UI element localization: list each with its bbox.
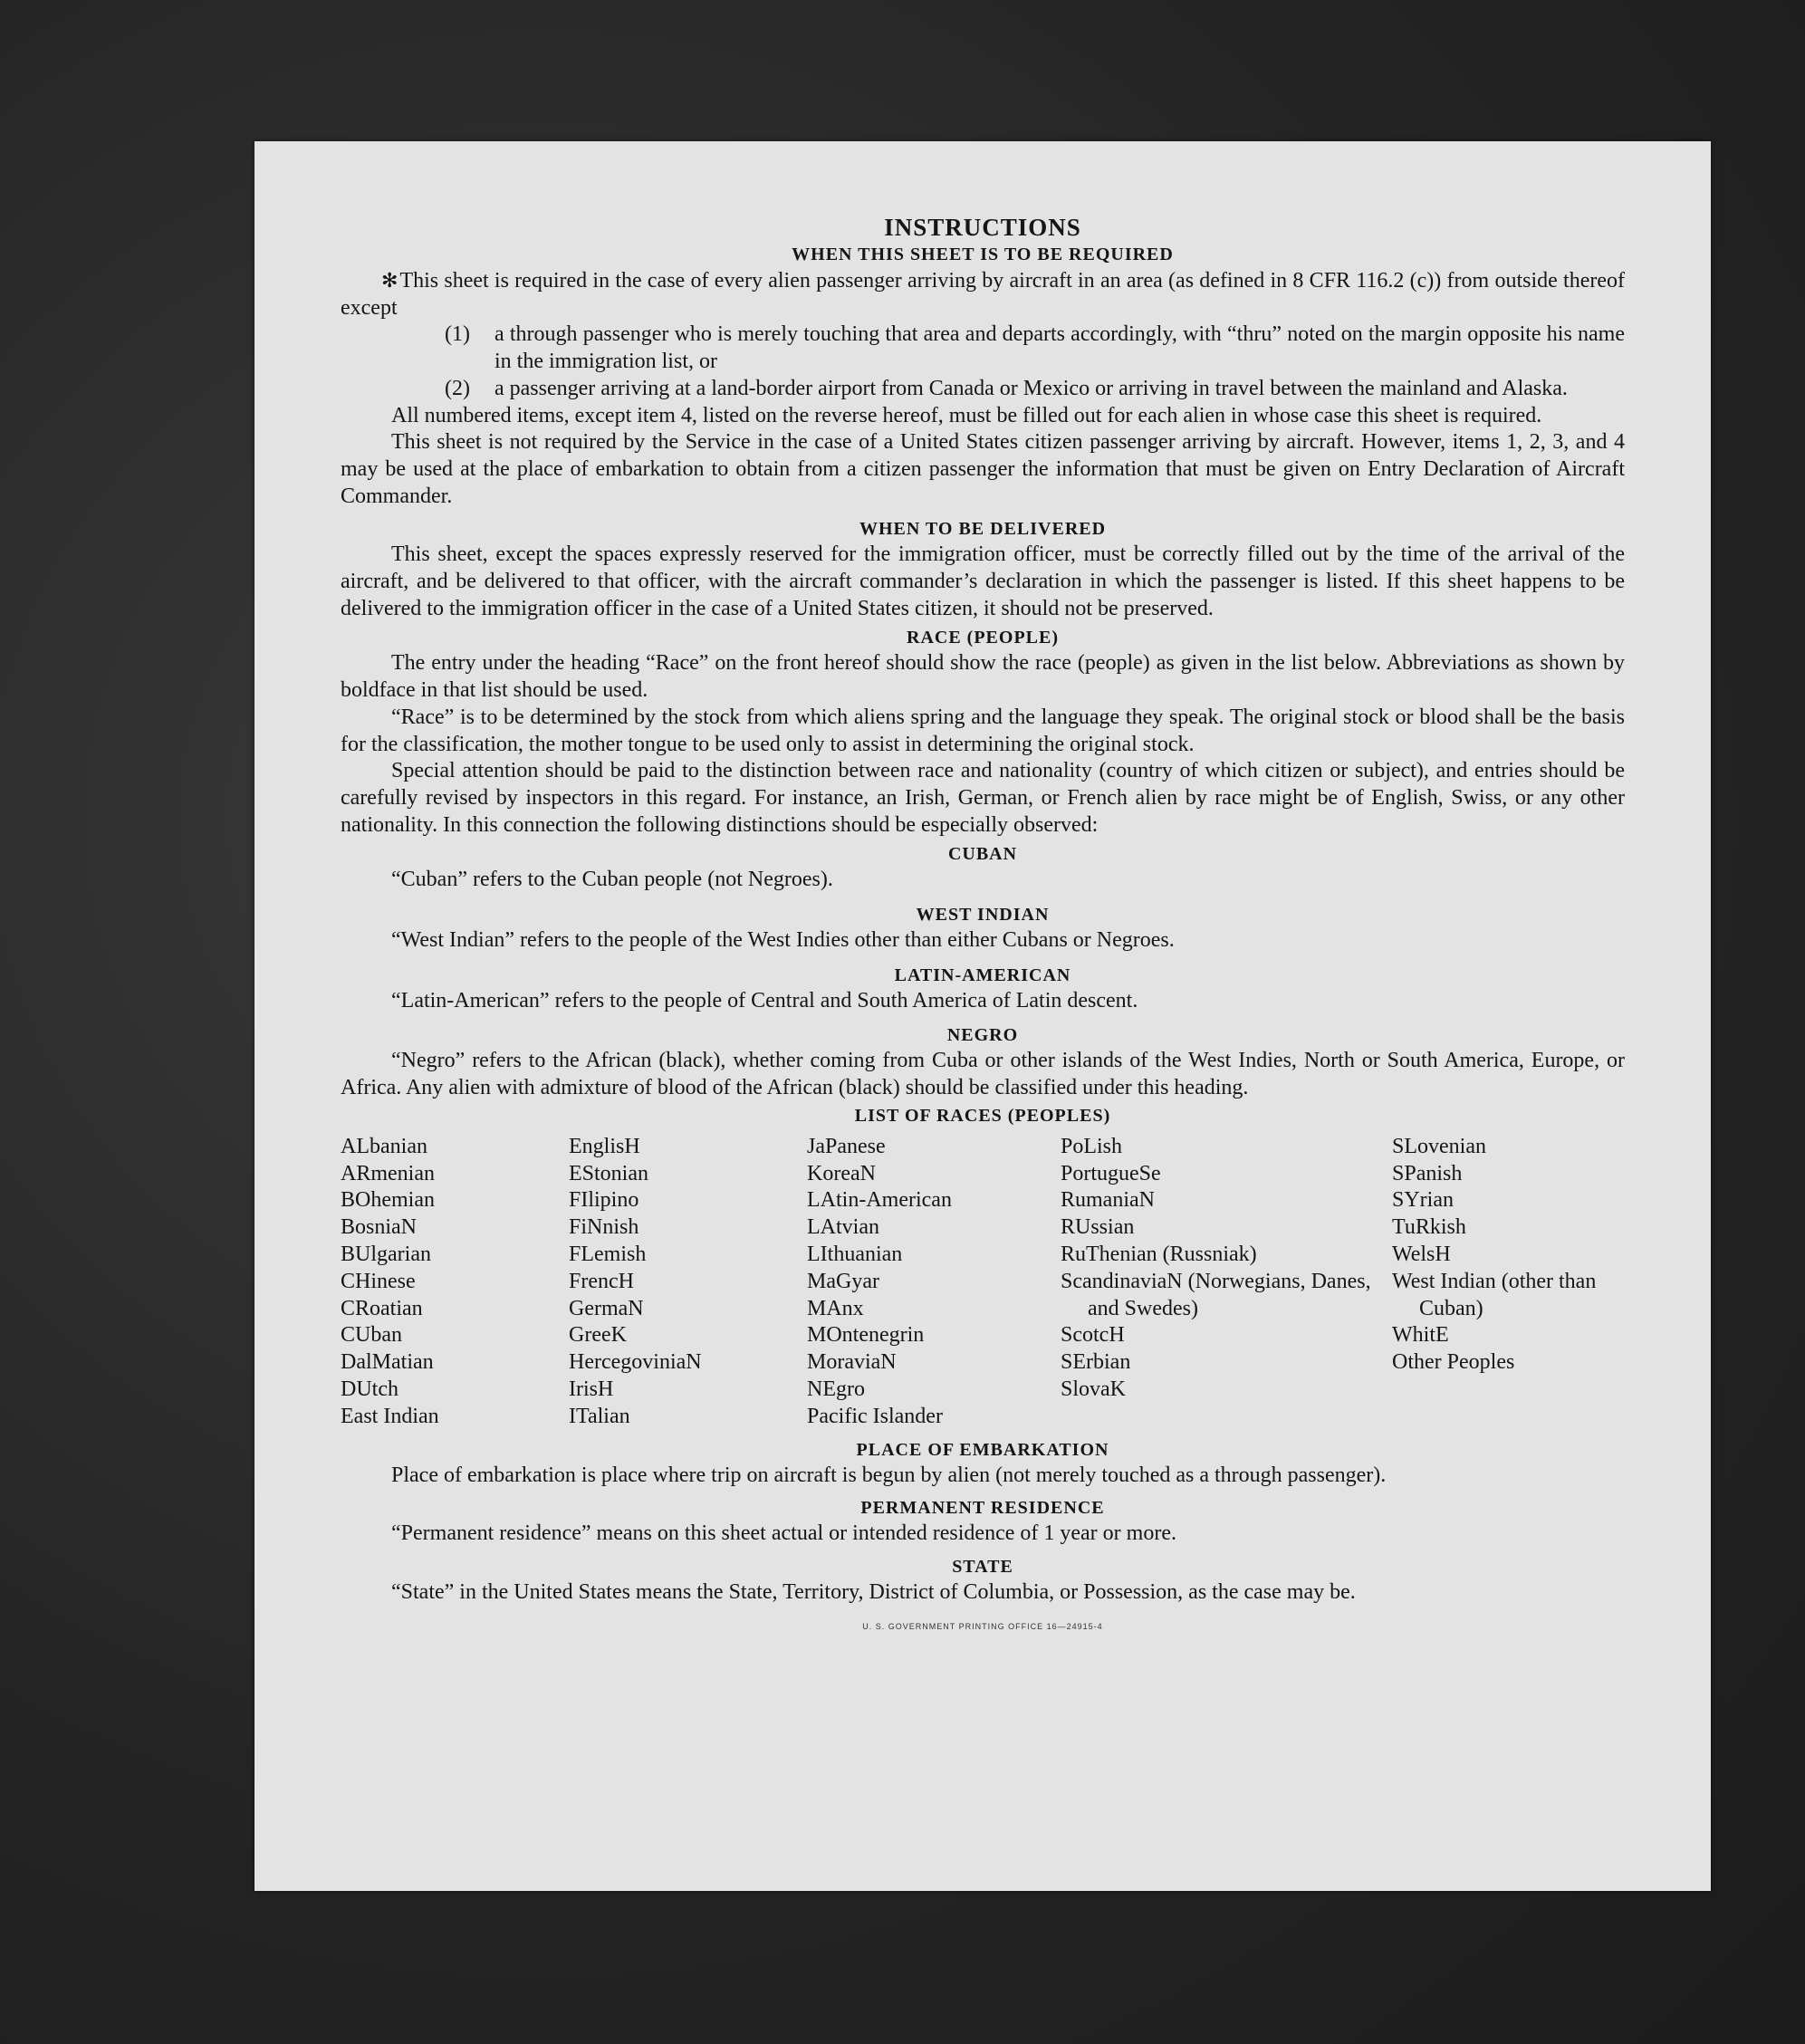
state-text: “State” in the United States means the State, Territory, District of Columbia, or Possession, as the case may be.	[391, 1580, 1356, 1605]
race-item: CRoatian	[341, 1296, 423, 1320]
race-item: SErbian	[1061, 1350, 1131, 1375]
race-item: ARmenian	[341, 1161, 435, 1185]
race-column-1	[341, 1134, 569, 1431]
section-title-race-list: LIST OF RACES (PEOPLES)	[854, 1105, 1111, 1126]
race-item: LAtin-American	[807, 1188, 952, 1213]
race-item: CUban	[341, 1323, 402, 1348]
race-item: EStonian	[569, 1161, 648, 1185]
race-item: ALbanian	[341, 1134, 427, 1158]
race-item: Pacific Islander	[807, 1404, 943, 1428]
race-column-3	[807, 1134, 1061, 1431]
race-item: FLemish	[569, 1243, 647, 1267]
race-list	[341, 1134, 1625, 1431]
race-paragraph-1: The entry under the heading “Race” on the front hereof should show the race (people) as given in the list below. Abbreviations as shown by boldface in that list should be used.	[341, 651, 1625, 703]
race-item: RuThenian (Russniak)	[1061, 1243, 1257, 1267]
section-title-latin-american: LATIN-AMERICAN	[894, 964, 1071, 985]
negro-text: “Negro” refers to the African (black), whether coming from Cuba or other islands of the West Indies, North or South America, Europe, or Africa. Any alien with admixture of blood of the African (black) should be classified under this heading.	[341, 1049, 1625, 1100]
race-item: LAtvian	[807, 1215, 879, 1240]
race-item: SPanish	[1392, 1161, 1463, 1185]
race-item: MAnx	[807, 1296, 864, 1320]
printing-office-imprint: U. S. GOVERNMENT PRINTING OFFICE 16—24915-4	[862, 1621, 1103, 1631]
citizen-paragraph: This sheet is not required by the Service in the case of a United States citizen passenger arriving by aircraft. However, items 1, 2, 3, and 4 may be used at the place of embarkation to obtain from a citizen passenger the information that must be given on Entry Declaration of Aircraft Commander.	[341, 430, 1625, 508]
race-item: PoLish	[1061, 1134, 1123, 1158]
delivered-paragraph: This sheet, except the spaces expressly reserved for the immigration officer, must be correctly filled out by the time of the arrival of the aircraft, and be delivered to that officer, with the aircraft commander’s declaration in which the passenger is listed. If this sheet happens to be delivered to the immigration officer in the case of a United States citizen, it should not be preserved.	[341, 542, 1625, 620]
race-item: KoreaN	[807, 1161, 876, 1185]
race-item: ITalian	[569, 1404, 630, 1428]
race-item: SYrian	[1392, 1188, 1454, 1213]
section-title-cuban: CUBAN	[947, 844, 1018, 865]
race-item: FrencH	[569, 1269, 634, 1293]
race-item: DUtch	[341, 1377, 398, 1402]
race-item: FIlipino	[569, 1188, 639, 1213]
exception-item-2: (2) a passenger arriving at a land-border airport from Canada or Mexico or arriving in travel between the mainland and Alaska.	[445, 376, 1568, 400]
race-item: SlovaK	[1061, 1377, 1126, 1402]
race-item: DalMatian	[341, 1350, 434, 1375]
exception-item-1: (1) a through passenger who is merely touching that area and departs accordingly, with “thru” noted on the margin opposite his name in the immigration list, or	[445, 322, 1625, 374]
west-indian-text: “West Indian” refers to the people of the West Indies other than either Cubans or Negroes.	[391, 928, 1175, 953]
race-item: TuRkish	[1392, 1215, 1466, 1240]
section-title-required: WHEN THIS SHEET IS TO BE REQUIRED	[792, 245, 1174, 264]
race-item: BUlgarian	[341, 1243, 431, 1267]
asterisk-icon: ✻	[381, 269, 398, 292]
section-title-west-indian: WEST INDIAN	[916, 905, 1050, 926]
embarkation-text: Place of embarkation is place where trip on aircraft is begun by alien (not merely touched as a through passenger).	[391, 1463, 1387, 1487]
race-item: HercegoviniaN	[569, 1350, 702, 1375]
race-item: MOntenegrin	[807, 1323, 925, 1348]
section-title-residence: PERMANENT RESIDENCE	[860, 1498, 1105, 1519]
race-item: MaGyar	[807, 1269, 879, 1293]
race-item: Other Peoples	[1392, 1350, 1515, 1375]
required-paragraph: ✻This sheet is required in the case of every alien passenger arriving by aircraft in an area (as defined in 8 CFR 116.2 (c)) from outside thereof except	[341, 269, 1625, 320]
residence-text: “Permanent residence” means on this sheet actual or intended residence of 1 year or more.	[391, 1521, 1176, 1546]
latin-american-text: “Latin-American” refers to the people of Central and South America of Latin descent.	[391, 988, 1138, 1012]
section-title-embarkation: PLACE OF EMBARKATION	[856, 1439, 1109, 1460]
race-item: BOhemian	[341, 1188, 435, 1213]
race-item: IrisH	[569, 1377, 614, 1402]
race-item: BosniaN	[341, 1215, 417, 1240]
race-item: SLovenian	[1392, 1134, 1486, 1158]
race-item: PortugueSe	[1061, 1161, 1161, 1185]
race-item: West Indian (other than Cuban)	[1392, 1269, 1597, 1320]
section-title-race: RACE (PEOPLE)	[907, 628, 1059, 648]
race-item: WhitE	[1392, 1323, 1449, 1348]
race-item: GermaN	[569, 1296, 644, 1320]
section-title-delivered: WHEN TO BE DELIVERED	[859, 519, 1107, 540]
page-title: INSTRUCTIONS	[884, 214, 1081, 241]
sheet-text	[341, 212, 1625, 1640]
race-column-2	[569, 1134, 807, 1431]
section-title-state: STATE	[952, 1557, 1013, 1578]
race-item: RUssian	[1061, 1215, 1135, 1240]
race-paragraph-2: “Race” is to be determined by the stock from which aliens spring and the language they speak. The original stock or blood shall be the basis for the classification, the mother tongue to be used only to assist in determining the original stock.	[341, 705, 1625, 756]
instruction-sheet	[254, 141, 1711, 1891]
race-item: EnglisH	[569, 1134, 640, 1158]
race-item: NEgro	[807, 1377, 865, 1402]
race-item: WelsH	[1392, 1243, 1451, 1267]
race-item: MoraviaN	[807, 1350, 897, 1375]
race-item: RumaniaN	[1061, 1188, 1155, 1213]
race-item: CHinese	[341, 1269, 416, 1293]
section-title-negro: NEGRO	[946, 1025, 1019, 1046]
race-column-5	[1392, 1134, 1625, 1431]
race-item: FiNnish	[569, 1215, 639, 1240]
race-item: JaPanese	[807, 1134, 886, 1158]
race-item: East Indian	[341, 1404, 439, 1428]
race-column-4	[1061, 1134, 1392, 1431]
race-item: GreeK	[569, 1323, 627, 1348]
numbered-items-paragraph: All numbered items, except item 4, listed on the reverse hereof, must be filled out for each alien in whose case this sheet is required.	[391, 403, 1542, 427]
cuban-text: “Cuban” refers to the Cuban people (not Negroes).	[391, 868, 833, 892]
race-item: LIthuanian	[807, 1243, 903, 1267]
race-item: ScotcH	[1061, 1323, 1125, 1348]
race-item: ScandinaviaN (Norwegians, Danes, and Swedes)	[1061, 1269, 1371, 1320]
race-paragraph-3: Special attention should be paid to the distinction between race and nationality (country of which citizen or subject), and entries should be carefully revised by inspectors in this regard. For instance, an Irish, German, or French alien by race might be of English, Swiss, or any other nationality. In this connection the following distinctions should be especially observed:	[341, 759, 1625, 837]
